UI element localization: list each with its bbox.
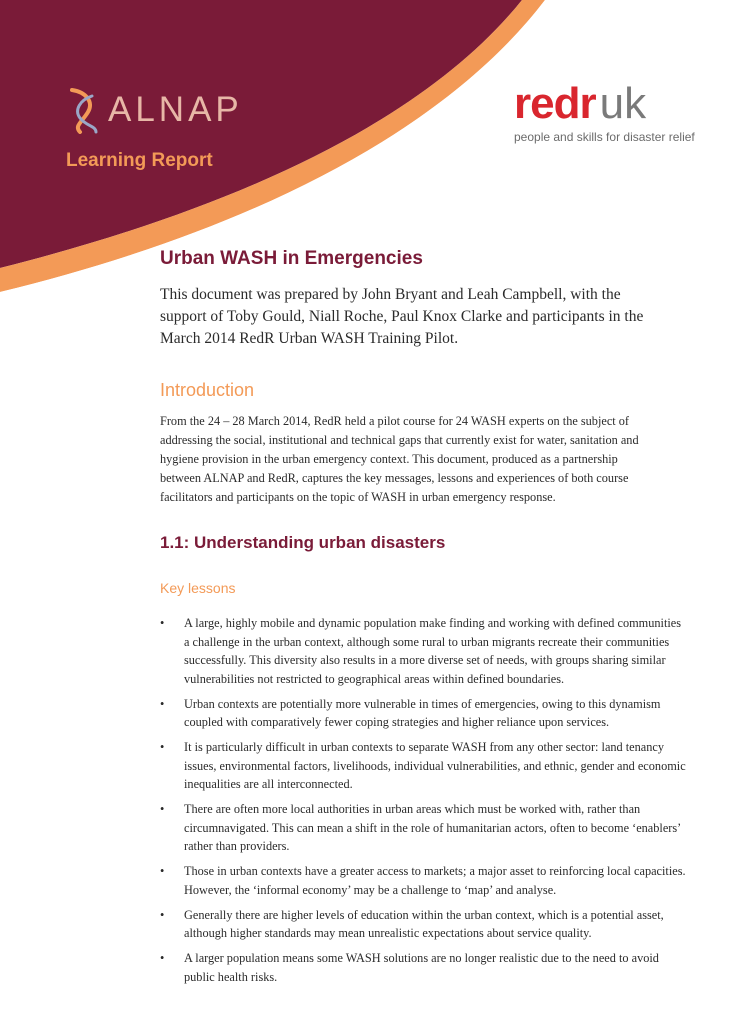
section-heading: 1.1: Understanding urban disasters — [160, 533, 446, 552]
document-title: Urban WASH in Emergencies — [160, 248, 423, 269]
key-lessons-heading: Key lessons — [160, 580, 236, 596]
redr-logo-word: redr — [514, 79, 596, 128]
introduction-heading: Introduction — [160, 380, 255, 400]
list-item: • Those in urban contexts have a greater access to markets; a major asset to reinforcing local capacities. However, the ‘informal economy’ may be a challenge to ‘map’ and analyse. — [160, 862, 688, 899]
report-type-label: Learning Report — [66, 150, 213, 171]
redr-tagline: people and skills for disaster relief — [514, 130, 695, 144]
list-item: • Generally there are higher levels of education within the urban context, which is a potential asset, although higher standards may mean unrealistic expectations about service quality. — [160, 906, 688, 943]
list-item: • A larger population means some WASH solutions are no longer realistic due to the need to avoid public health risks. — [160, 949, 688, 986]
list-item: • There are often more local authorities in urban areas which must be worked with, rather than circumnavigated. This can mean a shift in the role of humanitarian actors, often to become ‘enablers’ rather than providers. — [160, 800, 688, 856]
alnap-logo-text: ALNAP — [108, 90, 243, 129]
preparation-statement: This document was prepared by John Bryant and Leah Campbell, with the support of Toby Gould, Niall Roche, Paul Knox Clarke and participants in the March 2014 RedR Urban WASH Training Pilot. — [160, 286, 644, 347]
alnap-swirl-icon — [66, 86, 102, 134]
redr-logo — [514, 79, 695, 144]
list-item: • A large, highly mobile and dynamic population make finding and working with defined communities a challenge in the urban context, although some rural to urban migrants recreate their communities successfully. This diversity also results in a more diverse set of needs, with groups sharing similar vulnerabilities not restricted to geographical areas within defined boundaries. — [160, 614, 688, 688]
list-item: • Urban contexts are potentially more vulnerable in times of emergencies, owing to this dynamism coupled with comparatively fewer coping strategies and higher reliance upon services. — [160, 695, 688, 732]
key-lessons-list — [160, 614, 688, 993]
maroon-curve-shape — [0, 0, 522, 268]
list-item: • It is particularly difficult in urban contexts to separate WASH from any other sector: land tenancy issues, environmental factors, livelihoods, individual vulnerabilities, and ethnic, gender and economic inequalities are all interconnected. — [160, 738, 688, 794]
introduction-body: From the 24 – 28 March 2014, RedR held a pilot course for 24 WASH experts on the subject of addressing the social, institutional and technical gaps that currently exist for water, sanitation and hygiene provision in the urban emergency context. This document, produced as a partnership between ALNAP and RedR, captures the key messages, lessons and experiences of both course facilitators and participants on the topic of WASH in urban emergency response. — [160, 414, 639, 504]
alnap-logo — [66, 86, 243, 134]
redr-logo-uk: uk — [599, 79, 647, 128]
